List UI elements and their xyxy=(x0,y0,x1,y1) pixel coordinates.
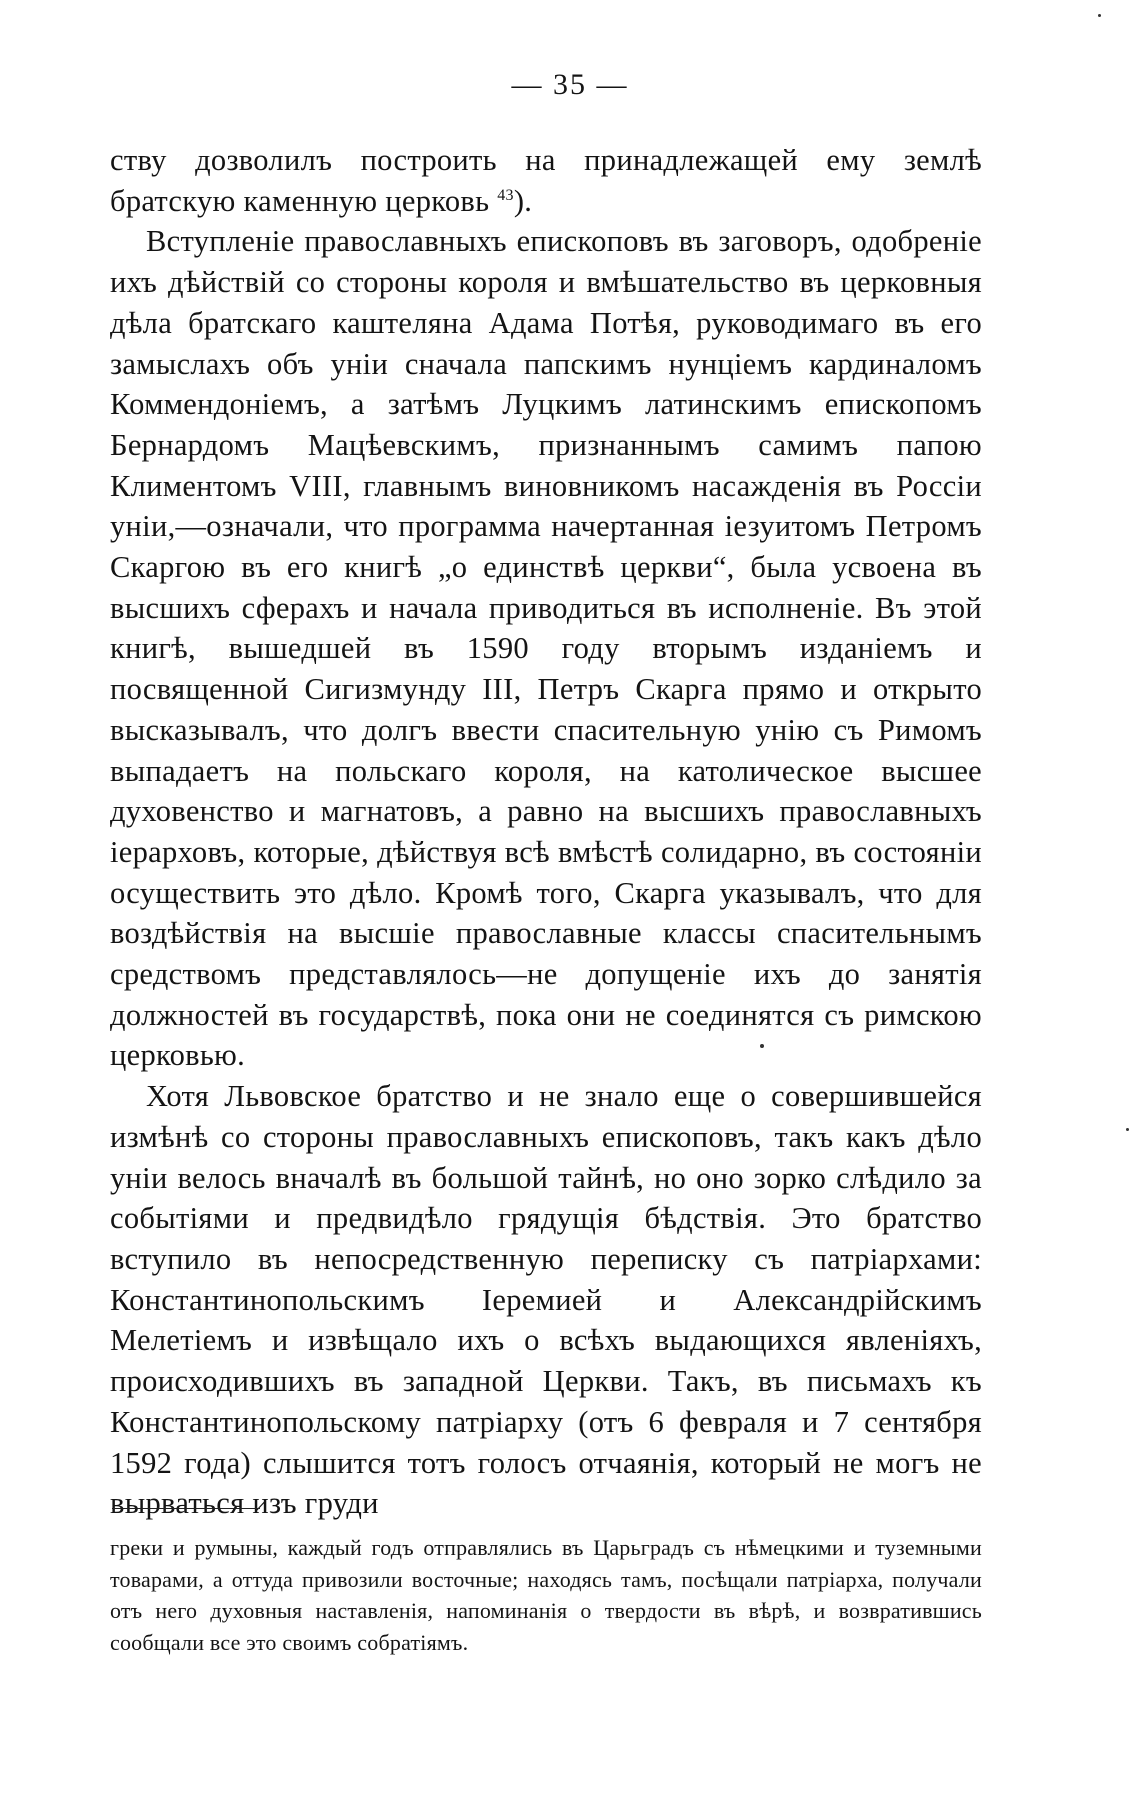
paper-speck xyxy=(760,1044,764,1048)
continuation-text: ству дозволилъ построить на принадлежащей ему землѣ братскую каменную церковь xyxy=(110,143,982,218)
footnote-divider xyxy=(112,1508,260,1509)
paper-speck xyxy=(1126,1128,1129,1131)
continuation-end: ). xyxy=(513,183,533,218)
paragraph-2: Хотя Львовское братство и не знало еще о совершившейся измѣнѣ со стороны православныхъ епископовъ, такъ какъ дѣло уніи велось вначалѣ въ большой тайнѣ, но оно зорко слѣдило за событіями и предвидѣло грядущія бѣдствія. Это братство вступило въ непосредственную переписку съ патріархами: Константинопольскимъ Іеремией и Александрійскимъ Мелетіемъ и извѣщало ихъ о всѣхъ выдающихся явленіяхъ, происходившихъ въ западной Церкви. Такъ, въ письмахъ къ Константинопольскому патріарху (отъ 6 февраля и 7 сентября 1592 года) слышится тотъ голосъ отчаянія, который не могъ не вырваться изъ груди xyxy=(110,1079,982,1521)
paper-speck xyxy=(1098,14,1101,17)
footnote-reference: 43 xyxy=(497,186,514,204)
continuation-paragraph xyxy=(110,140,982,221)
page-number: — 35 — xyxy=(511,68,629,101)
main-text xyxy=(110,140,982,1524)
footnote-text: греки и румыны, каждый годъ отправлялись въ Царьградъ съ нѣмецкими и туземными товарами, а оттуда привозили восточные; находясь тамъ, посѣщали патріарха, получали отъ него духовныя наставленія, напоминанія о твердости въ вѣрѣ, и возвратившись сообщали все это своимъ собратіямъ. xyxy=(110,1535,982,1655)
paragraph-1: Вступленіе православныхъ епископовъ въ заговоръ, одобреніе ихъ дѣйствій со стороны короля и вмѣшательство въ церковныя дѣла братскаго каштеляна Адама Потѣя, руководимаго въ его замыслахъ объ уніи сначала папскимъ нунціемъ кардиналомъ Коммендоніемъ, а затѣмъ Луцкимъ латинскимъ епископомъ Бернардомъ Мацѣевскимъ, признаннымъ самимъ папою Климентомъ VIII, главнымъ виновникомъ насажденія въ Россіи уніи,—означали, что программа начертанная іезуитомъ Петромъ Скаргою въ его книгѣ „о единствѣ церкви“, была усвоена въ высшихъ сферахъ и начала приводиться въ исполненіе. Въ этой книгѣ, вышедшей въ 1590 году вторымъ изданіемъ и посвященной Сигизмунду III, Петръ Скарга прямо и открыто высказывалъ, что долгъ ввести спасительную унію съ Римомъ выпадаетъ на польскаго короля, на католическое высшее духовенство и магнатовъ, а равно на высшихъ православныхъ іерарховъ, которые, дѣйствуя всѣ вмѣстѣ солидарно, въ состояніи осуществить это дѣло. Кромѣ того, Скарга указывалъ, что для воздѣйствія на высшіе православные классы спасительнымъ средствомъ представлялось—не допущеніе ихъ до занятія должностей въ государствѣ, пока они не соединятся съ римскою церковью. xyxy=(110,224,982,1073)
